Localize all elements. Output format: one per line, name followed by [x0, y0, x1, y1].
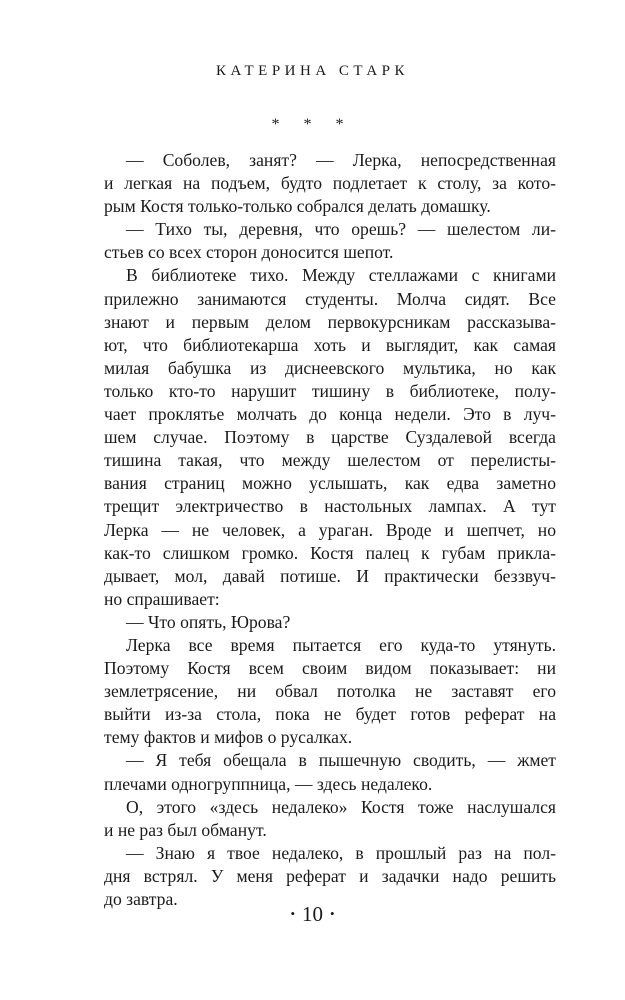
text-line: прилежно занимаются студенты. Молча сидят. Все	[104, 288, 556, 309]
text-line: ют, что библиотекарша хоть и выглядит, как самая	[104, 334, 556, 355]
bullet-left: •	[290, 906, 295, 921]
text-line: трещит электричество в настольных лампах. А тут	[104, 496, 556, 517]
text-line: — Знаю я твое недалеко, в прошлый раз на пол-	[126, 842, 556, 863]
bullet-right: •	[330, 906, 335, 921]
text-line: но спрашивает:	[104, 588, 220, 609]
text-line: Лерка — не человек, а ураган. Вроде и шепчет, но	[104, 519, 556, 540]
text-line: тему фактов и мифов о русалках.	[104, 727, 353, 748]
section-separator: * * *	[271, 116, 354, 133]
text-line: выйти из-за стола, пока не будет готов реферат на	[104, 704, 556, 725]
page-number: 10	[302, 902, 323, 926]
body-text	[104, 149, 556, 911]
text-line: дывает, мол, давай потише. И практически беззвуч-	[104, 565, 556, 586]
text-line: — Я тебя обещала в пышечную сводить, — жмет	[126, 750, 556, 771]
paragraph	[104, 796, 556, 842]
page-number-footer	[0, 902, 625, 927]
text-line: тишина такая, что между шелестом от перелисты-	[104, 450, 556, 471]
text-line: Лерка все время пытается его куда-то утянуть.	[126, 634, 556, 655]
text-line: и не раз был обманут.	[104, 819, 267, 840]
text-line: милая бабушка из диснеевского мультика, но как	[104, 357, 556, 378]
text-line: Поэтому Костя всем своим видом показывает: ни	[104, 658, 556, 679]
paragraph	[104, 842, 556, 911]
text-line: О, этого «здесь недалеко» Костя тоже наслушался	[126, 796, 556, 817]
text-line: знают и первым делом первокурсникам рассказыва-	[104, 311, 556, 332]
text-line: как-то слишком громко. Костя палец к губам прикла-	[104, 542, 556, 563]
text-line: вания страниц можно услышать, как едва заметно	[104, 473, 556, 494]
text-line: плечами одногруппница, — здесь недалеко.	[104, 773, 433, 794]
running-header: КАТЕРИНА СТАРК	[215, 63, 410, 79]
text-line: только кто-то нарушит тишину в библиотеке, полу-	[104, 380, 556, 401]
text-line: — Соболев, занят? — Лерка, непосредственная	[126, 150, 556, 170]
text-line: шем случае. Поэтому в царстве Суздалевой всегда	[104, 427, 556, 448]
text-line: до завтра.	[104, 889, 178, 909]
paragraph	[104, 611, 556, 634]
paragraph	[104, 634, 556, 749]
text-line: дня встрял. У меня реферат и задачки надо решить	[104, 865, 556, 886]
text-line: землетрясение, ни обвал потолка не заставят его	[104, 681, 556, 702]
text-line: В библиотеке тихо. Между стеллажами с книгами	[126, 265, 556, 286]
text-line: стьев со всех сторон доносится шепот.	[104, 242, 394, 263]
paragraph	[104, 218, 556, 264]
paragraph	[104, 749, 556, 795]
text-line: — Тихо ты, деревня, что орешь? — шелестом ли-	[126, 219, 556, 240]
text-line: и легкая на подъем, будто подлетает к столу, за кото-	[104, 173, 556, 194]
paragraph	[104, 149, 556, 218]
text-line: чает проклятье молчать до конца недели. Это в луч-	[104, 404, 556, 425]
paragraph	[104, 264, 556, 610]
text-line: — Что опять, Юрова?	[126, 611, 291, 632]
text-line: рым Костя только-только собрался делать домашку.	[104, 196, 491, 217]
